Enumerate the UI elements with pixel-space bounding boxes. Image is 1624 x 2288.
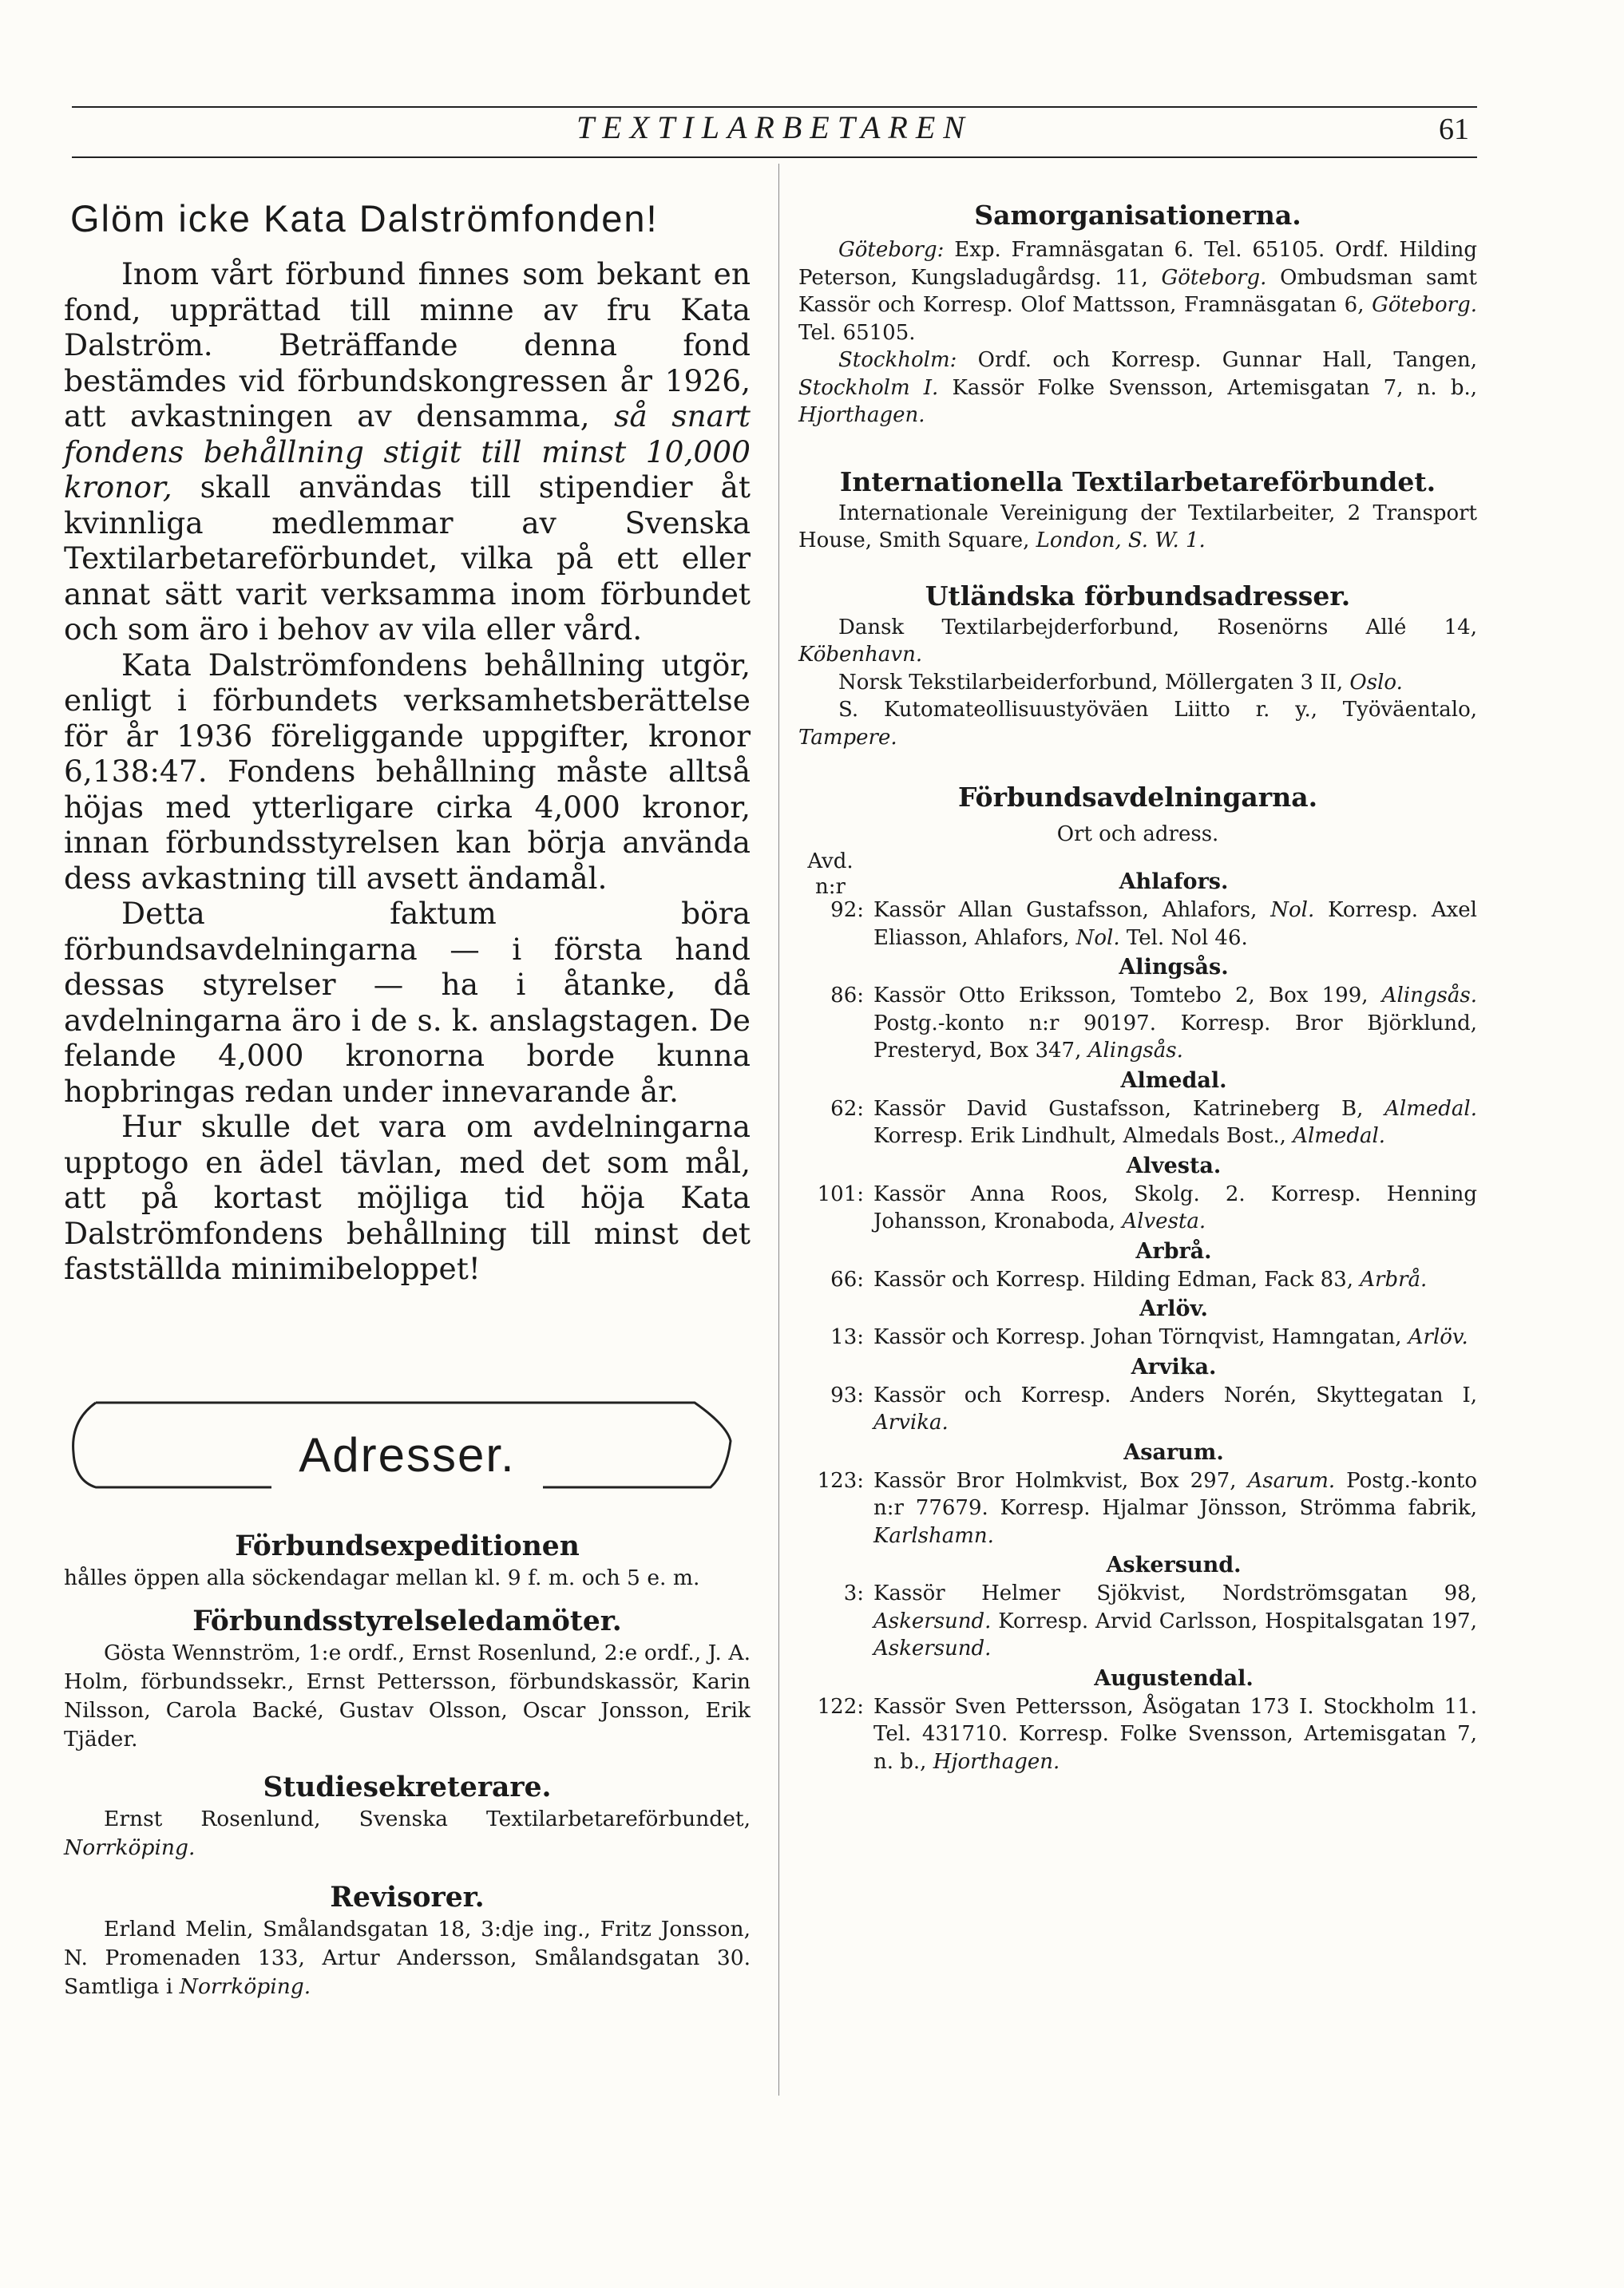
branch-city: Asarum. [1247, 1468, 1336, 1493]
foreign-dk-text: Dansk Textilarbejderforbund, Rosenörns Allé 14, [838, 615, 1477, 639]
branch-number: 62: [830, 1096, 864, 1121]
branch-text: Kassör och Korresp. Johan Törnqvist, Hamngatan, [873, 1325, 1408, 1349]
branch-text: Kassör och Korresp. Anders Norén, Skyttegatan I, [873, 1383, 1477, 1407]
branch-entry [798, 1181, 1477, 1236]
branch-text: Postg.-konto n:r 90197. Korresp. Bror Björklund, Presteryd, Box 347, [873, 1011, 1477, 1063]
branches-heading: Förbundsavdelningarna. [957, 782, 1318, 813]
appeal-article [64, 196, 751, 1287]
header-bottom-rule [72, 156, 1477, 158]
internat-heading: Internationella Textilarbetareförbundet. [839, 465, 1436, 497]
branch-number: 92: [830, 898, 864, 922]
branch-text: Postg.-konto n:r 77679. Korresp. Hjalmar Jönsson, Strömma fabrik, [873, 1468, 1477, 1520]
branch-number: 93: [830, 1383, 864, 1407]
appeal-paragraph-3: Detta faktum böra förbundsavdelningarna — i första hand dessas styrelser — ha i åtanke, då avdelningarna äro i de s. k. anslagstagen. De felande 4,000 kronorna borde kunna hopbringas redan under innevarande år. [64, 896, 751, 1109]
branch-place-heading: Arbrå. [1135, 1238, 1212, 1264]
branch-text: Korresp. Erik Lindhult, Almedals Bost., [873, 1124, 1293, 1148]
foreign-no-city: Oslo. [1349, 670, 1403, 695]
branch-city: Arbrå. [1360, 1267, 1428, 1292]
branch-entry [798, 1382, 1477, 1437]
avd-label-line-2: n:r [815, 875, 846, 899]
branch-city: Hjorthagen. [933, 1749, 1060, 1774]
branch-city: Almedal. [1384, 1096, 1477, 1121]
branches-subheading: Ort och adress. [1056, 822, 1219, 846]
branch-text: Korresp. Axel Eliasson, Ahlafors, [873, 898, 1477, 950]
branch-text: Korresp. Arvid Carlsson, Hospitalsgatan 197, [991, 1609, 1477, 1633]
branch-city: Alingsås. [1381, 984, 1477, 1007]
branch-entry [798, 1467, 1477, 1550]
study-heading: Studiesekreterare. [263, 1771, 552, 1803]
study-body-text: Ernst Rosenlund, Svenska Textilarbetareförbundet, [104, 1807, 751, 1831]
branch-place-heading: Alvesta. [1126, 1153, 1222, 1178]
study-body-city: Norrköping. [64, 1835, 196, 1860]
left-address-sections [64, 1529, 751, 2001]
samorg-sthlm-text-b: Kassör Folke Svensson, Artemisgatan 7, n. b., [938, 375, 1477, 400]
foreign-dk-city: Köbenhavn. [798, 643, 923, 667]
branch-city: Karlshamn. [873, 1523, 994, 1548]
addresses-heading: Adresser. [299, 1428, 516, 1482]
branch-address [873, 1580, 1477, 1663]
foreign-fi-city: Tampere. [798, 725, 897, 750]
branch-place-heading: Arvika. [1131, 1354, 1217, 1380]
branch-place-heading: Almedal. [1120, 1067, 1227, 1093]
branch-number: 101: [817, 1182, 864, 1206]
branch-place-heading: Ahlafors. [1119, 869, 1229, 894]
branch-entry [798, 897, 1477, 952]
appeal-paragraph-4: Hur skulle det vara om avdelningarna upptogo en ädel tävlan, med det som mål, att på kortast möjliga tid höja Kata Dalströmfondens behållning till minst det fastställda minimibeloppet! [64, 1109, 751, 1286]
branch-entry [798, 1266, 1477, 1294]
samorg-sthlm-text-a: Ordf. och Korresp. Gunnar Hall, Tangen, [957, 348, 1477, 372]
auditors-body [64, 1915, 751, 2001]
appeal-heading: Glöm icke Kata Dalströmfonden! [70, 197, 659, 239]
branch-text: Kassör Bror Holmkvist, Box 297, [873, 1468, 1248, 1493]
samorg-sthlm-label: Stockholm: [838, 348, 957, 372]
internat-body-text: Internationale Vereinigung der Textilarbeiter, 2 Transport House, Smith Square, [798, 501, 1477, 552]
foreign-heading: Utländska förbundsadresser. [925, 580, 1351, 612]
study-body [64, 1805, 751, 1862]
internat-body-city: London, S. W. 1. [1036, 528, 1206, 552]
foreign-fi-text: S. Kutomateollisuustyöväen Liitto r. y., Työväentalo, [838, 698, 1477, 722]
branch-text: Kassör Anna Roos, Skolg. 2. Korresp. Henning Johansson, Kronaboda, [873, 1182, 1477, 1233]
branch-address [873, 1382, 1477, 1437]
board-heading: Förbundsstyrelseledamöter. [192, 1605, 622, 1637]
branch-address [873, 1266, 1477, 1294]
branch-city: Askersund. [873, 1609, 992, 1633]
branch-text: Kassör och Korresp. Hilding Edman, Fack 83, [873, 1267, 1361, 1292]
branch-place-heading: Arlöv. [1139, 1296, 1208, 1321]
branch-address [873, 1181, 1477, 1236]
expedition-body: hålles öppen alla söckendagar mellan kl. 9 f. m. och 5 e. m. [64, 1566, 700, 1590]
branch-address [873, 1095, 1477, 1150]
branch-city: Nol. [1075, 925, 1120, 950]
branch-number: 123: [817, 1468, 864, 1493]
branch-city: Almedal. [1293, 1124, 1386, 1148]
branch-list [798, 868, 1477, 1775]
auditors-body-text: Erland Melin, Smålandsgatan 18, 3:dje ing., Fritz Jonsson, N. Promenaden 133, Artur Andersson, Smålandsgatan 30. Samtliga i [64, 1917, 751, 1999]
branch-place-heading: Augustendal. [1094, 1665, 1254, 1691]
auditors-heading: Revisorer. [330, 1882, 485, 1914]
foreign-denmark [798, 614, 1477, 669]
foreign-no-text: Norsk Tekstilarbeiderforbund, Möllergaten 3 II, [838, 670, 1350, 695]
samorg-sthlm-city: Stockholm I. [798, 375, 939, 400]
branch-text: Kassör Helmer Sjökvist, Nordströmsgatan 98, [873, 1581, 1477, 1605]
addresses-banner [64, 1393, 751, 1497]
samorg-gbg-city-1: Göteborg. [1161, 265, 1267, 290]
header-top-rule [72, 106, 1477, 108]
branch-number: 122: [817, 1694, 864, 1719]
branch-place-heading: Asarum. [1123, 1439, 1224, 1465]
branch-text: Kassör Otto Eriksson, Tomtebo 2, Box 199, [873, 984, 1382, 1007]
samorg-sthlm-city-2: Hjorthagen. [798, 403, 925, 427]
branch-entry [798, 1324, 1477, 1352]
branch-address [873, 1324, 1477, 1352]
appeal-p1-italic: så snart fondens behållning stigit till minst 10,000 kronor, [64, 398, 751, 505]
avd-label-line-1: Avd. [807, 849, 854, 873]
branch-text: Kassör David Gustafsson, Katrineberg B, [873, 1096, 1385, 1121]
branch-address [873, 1467, 1477, 1550]
branch-number: 86: [830, 984, 864, 1007]
branch-city: Alvesta. [1122, 1209, 1206, 1233]
foreign-norway [798, 669, 1477, 697]
samorg-gbg-text-c: Tel. 65105. [798, 320, 916, 345]
branch-entry [798, 1095, 1477, 1150]
samorg-heading: Samorganisationerna. [974, 200, 1301, 231]
branch-number: 66: [830, 1267, 864, 1292]
appeal-p1-text-b: skall användas till stipendier åt kvinnliga medlemmar av Svenska Textilarbetareförbundet, vilka på ett eller annat sätt varit verksamma inom förbundet och som äro i behov av vila eller vård. [64, 469, 751, 647]
board-body: Gösta Wennström, 1:e ordf., Ernst Rosenlund, 2:e ordf., J. A. Holm, förbundssekr., Ernst Pettersson, förbundskassör, Karin Nilsson, Carola Backé, Gustav Olsson, Oscar Jonsson, Erik Tjäder. [64, 1641, 751, 1752]
auditors-body-city: Norrköping. [179, 1974, 311, 1999]
branch-entry [798, 1580, 1477, 1663]
branch-city: Nol. [1270, 898, 1315, 922]
internat-body [798, 500, 1477, 555]
samorg-gbg-city-2: Göteborg. [1372, 293, 1477, 317]
foreign-finland [798, 696, 1477, 751]
right-address-column [798, 198, 1477, 1775]
branch-address [873, 897, 1477, 952]
branch-entry [798, 982, 1477, 1065]
expedition-heading: Förbundsexpeditionen [235, 1530, 580, 1562]
appeal-paragraph-2: Kata Dalströmfondens behållning utgör, enligt i förbundets verksamhetsberättelse för år 1936 föreliggande uppgifter, kronor 6,138:47. Fondens behållning måste alltså höjas med ytterligare cirka 4,000 kronor, innan förbundsstyrelsen kan börja använda dess avkastning till avsett ändamål. [64, 647, 751, 896]
branch-text: Kassör Sven Pettersson, Åsögatan 173 I. Stockholm 11. Tel. 431710. Korresp. Folke Svensson, Artemisgatan 7, n. b., [873, 1694, 1477, 1774]
branch-entry [798, 1693, 1477, 1776]
branch-text: Tel. Nol 46. [1119, 925, 1248, 950]
branch-place-heading: Askersund. [1106, 1553, 1242, 1577]
branch-city: Askersund. [873, 1637, 992, 1661]
samorg-goteborg [798, 236, 1477, 346]
samorg-stockholm [798, 346, 1477, 429]
branch-place-heading: Alingsås. [1119, 955, 1229, 980]
branch-address [873, 982, 1477, 1065]
samorg-gbg-text-a: Exp. Framnäsgatan 6. Tel. 65105. Ordf. Hilding Peterson, Kungsladugårdsg. 11, [798, 238, 1477, 290]
branch-city: Arlöv. [1408, 1325, 1468, 1349]
appeal-p1-text-a: Inom vårt förbund finnes som bekant en fond, upprättad till minne av fru Kata Dalström. Beträffande denna fond bestämdes vid förbundskongressen år 1926, att avkastningen av densamma, [64, 256, 751, 433]
page-number: 61 [1439, 113, 1469, 146]
column-divider [778, 164, 779, 2096]
samorg-gbg-label: Göteborg: [838, 238, 945, 262]
branch-city: Alingsås. [1087, 1039, 1183, 1063]
samorg-gbg-text-b: Ombudsman samt Kassör och Korresp. Olof Mattsson, Framnäsgatan 6, [798, 265, 1477, 317]
branch-address [873, 1693, 1477, 1776]
branch-number: 13: [830, 1325, 864, 1349]
branch-text: Kassör Allan Gustafsson, Ahlafors, [873, 898, 1271, 922]
header-title: TEXTILARBETAREN [576, 109, 972, 145]
branch-number: 3: [843, 1581, 864, 1605]
appeal-paragraph-1 [64, 256, 751, 647]
branch-city: Arvika. [873, 1411, 949, 1435]
